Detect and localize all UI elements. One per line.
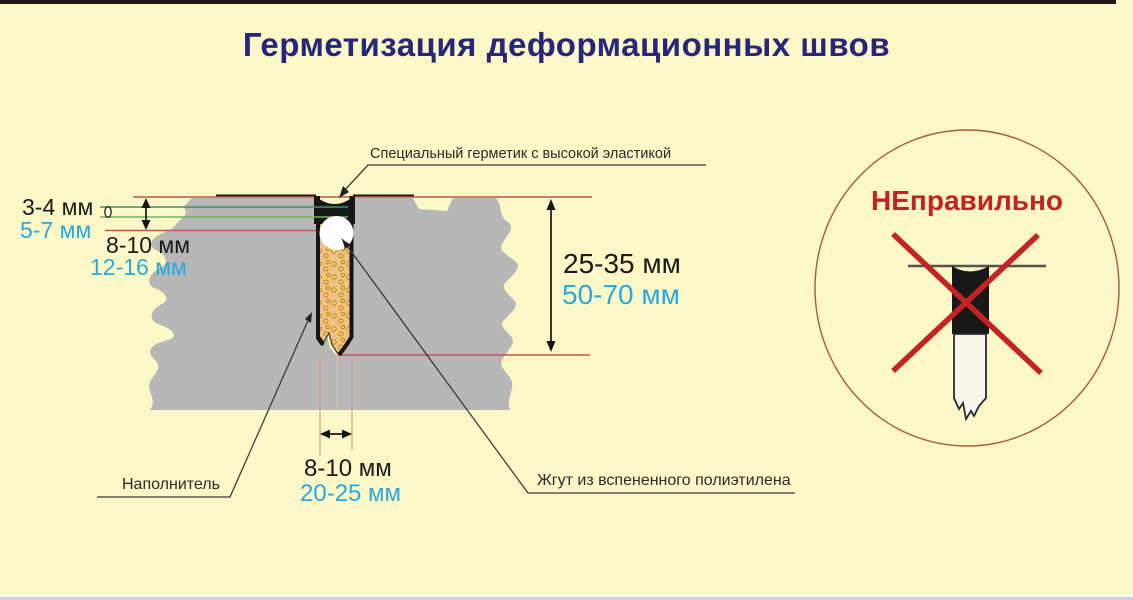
page-title: Герметизация деформационных швов xyxy=(242,26,891,63)
dim-joint-depth-blue: 50-70 мм xyxy=(562,279,680,310)
dim-sealant-thickness-blue: 5-7 мм xyxy=(20,217,92,243)
callout-sealant: Специальный герметик с высокой эластикой xyxy=(370,146,672,162)
wrong-empty-joint xyxy=(954,334,986,419)
callout-cord: Жгут из вспененного полиэтилена xyxy=(537,472,791,489)
dim-recess-depth-blue: 12-16 мм xyxy=(90,254,187,280)
dim-sealant-thickness-black: 3-4 мм xyxy=(22,194,94,220)
wrong-label: НЕправильно xyxy=(871,185,1063,216)
leader-sealant xyxy=(342,165,706,193)
wrong-panel xyxy=(815,130,1119,446)
callout-filler: Наполнитель xyxy=(122,476,220,493)
dim-joint-width-black: 8-10 мм xyxy=(304,455,392,482)
gap-indicator-icon xyxy=(105,207,111,217)
dim-joint-width-blue: 20-25 мм xyxy=(300,480,402,507)
dim-recess-depth-black: 8-10 мм xyxy=(106,232,191,258)
dim-joint-depth-black: 25-35 мм xyxy=(563,248,681,279)
